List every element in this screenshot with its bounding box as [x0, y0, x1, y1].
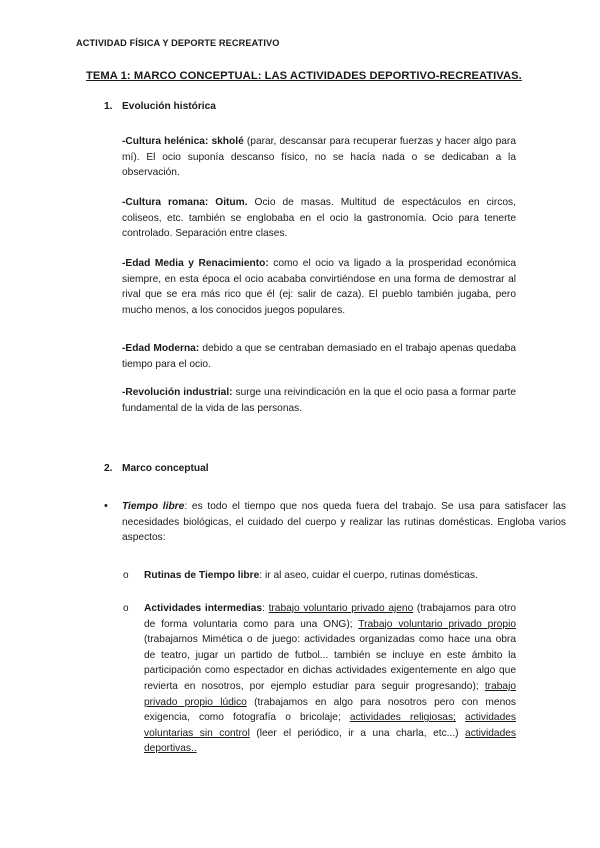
text-fragment: (leer el periódico, ir a una charla, etc...)	[249, 727, 466, 739]
paragraph-tiempo-libre	[122, 499, 566, 546]
paragraph-text: Ocio de masas. Multitud de espectáculos en circos, coliseos, etc. también se englobaba en el ocio la gastronomía. Ocio para tenerte controlado. Separación entre clases.	[122, 197, 516, 240]
paragraph-text: : ir al aseo, cuidar el cuerpo, rutinas domésticas.	[259, 570, 478, 581]
term: -Edad Moderna:	[122, 343, 200, 354]
bullet-icon: •	[104, 500, 108, 512]
paragraph-cultura-romana	[122, 195, 516, 242]
section-heading-evolucion	[104, 101, 216, 112]
sub-bullet-icon: o	[123, 603, 129, 614]
paragraph-actividades-intermedias	[144, 601, 516, 757]
section-title: Marco conceptual	[122, 463, 209, 474]
paragraph-text: (parar, descansar para recuperar fuerzas y hacer algo para mí). El ocio suponía descanso físico, no se hacía nada o se dedicaban a la observación.	[122, 136, 516, 179]
paragraph-cultura-helenica	[122, 134, 516, 181]
section-number: 1.	[104, 101, 113, 112]
paragraph-text: : es todo el tiempo que nos queda fuera del trabajo. Se usa para satisfacer las necesidades biológicas, el cuidado del cuerpo y realizar las rutinas domésticas. Engloba varios aspectos:	[122, 501, 566, 544]
underlined-term: trabajo voluntario privado ajeno	[268, 603, 414, 614]
term: Rutinas de Tiempo libre	[144, 570, 260, 581]
paragraph-edad-media	[122, 256, 516, 318]
underlined-term: trabajo privado propio lúdico	[144, 680, 516, 708]
term: -Edad Media y Renacimiento:	[122, 258, 269, 269]
paragraph-text: debido a que se centraban demasiado en el trabajo apenas quedaba tiempo para el ocio.	[122, 343, 516, 370]
running-head: ACTIVIDAD FÍSICA Y DEPORTE RECREATIVO	[76, 38, 280, 48]
paragraph-text: como el ocio va ligado a la prosperidad económica siempre, en esta época el ocio acababa convirtiéndose en una forma de demostrar al rival que se era más rico que él (ej: salir de caza). El pueblo también jugaba, pero mucho menos, a los conocidos juegos populares.	[122, 258, 516, 316]
term: Tiempo libre	[122, 501, 185, 512]
text-fragment: :	[262, 603, 269, 614]
underlined-term: Trabajo voluntario privado propio	[358, 618, 516, 630]
text-fragment: (trabajamos en algo para nosotros pero con menos exigencia, como fotografía o bricolaje;	[144, 696, 516, 724]
underlined-term: actividades religiosas;	[349, 712, 456, 724]
paragraph-revolucion-industrial	[122, 385, 516, 416]
term: -Cultura romana: Oitum.	[122, 197, 248, 208]
underlined-term: actividades deportivas..	[144, 727, 517, 755]
term: -Revolución industrial:	[122, 387, 233, 398]
section-number: 2.	[104, 463, 113, 474]
underlined-term: actividades voluntarias sin control	[144, 712, 516, 739]
document-title: TEMA 1: MARCO CONCEPTUAL: LAS ACTIVIDADES DEPORTIVO-RECREATIVAS.	[86, 70, 522, 82]
term: Actividades intermedias	[144, 603, 263, 614]
paragraph-text: surge una reivindicación en la que el ocio pasa a formar parte fundamental de la vida de las personas.	[122, 387, 516, 414]
sub-bullet-icon: o	[123, 570, 129, 581]
paragraph-edad-moderna	[122, 341, 516, 372]
section-title: Evolución histórica	[122, 101, 216, 112]
term: -Cultura helénica: skholé	[122, 136, 244, 147]
text-fragment: (trabajamos para otro de forma voluntaria como para una ONG);	[144, 603, 516, 630]
paragraph-rutinas	[144, 568, 516, 584]
text-fragment: (trabajamos Mimética o de juego: actividades organizadas como hace una obra de teatro, jugar un partido de futbol... también se incluye en este ámbito la participación como espectador en dichas actividades exigentemente en algo que revierta en nosotros, por ejemplo estudiar para seguir progresando);	[144, 634, 516, 692]
section-heading-marco	[104, 463, 209, 474]
text-fragment	[456, 712, 465, 723]
